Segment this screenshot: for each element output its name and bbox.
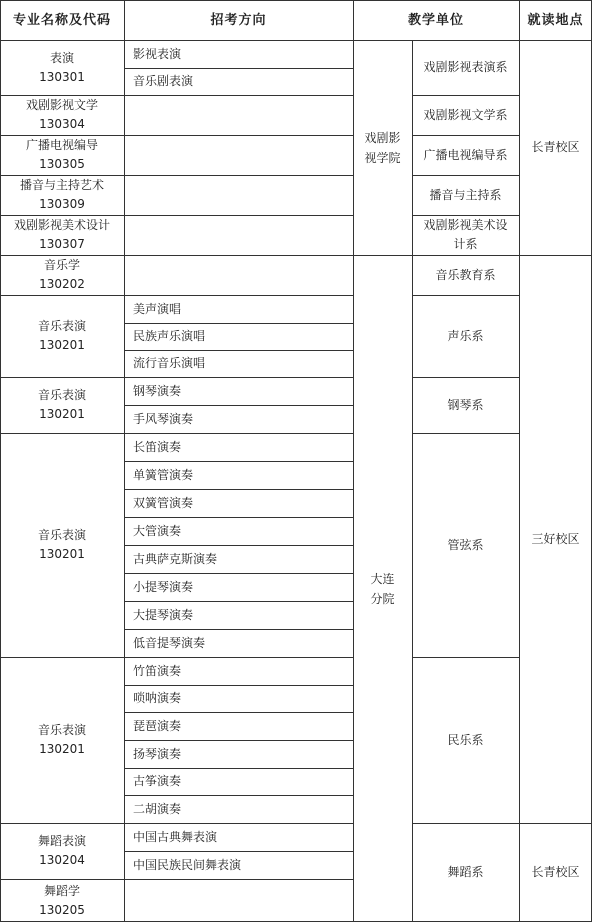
major-name: 广播电视编导 bbox=[25, 138, 98, 152]
header-direction: 招考方向 bbox=[210, 12, 267, 28]
grid-line bbox=[124, 489, 353, 490]
major-code: 130305 bbox=[39, 157, 85, 171]
grid-line bbox=[0, 40, 592, 41]
major-code: 130201 bbox=[39, 742, 85, 756]
grid-line bbox=[412, 135, 519, 136]
major-cell bbox=[0, 215, 124, 255]
direction-cell: 大管演奏 bbox=[133, 523, 182, 538]
grid-line bbox=[124, 768, 353, 769]
grid-line bbox=[124, 461, 353, 462]
department-cell: 声乐系 bbox=[447, 328, 484, 343]
grid-line bbox=[0, 879, 353, 880]
department-cell: 戏剧影视文学系 bbox=[423, 107, 508, 122]
college-name: 戏剧影视学院 bbox=[364, 130, 401, 165]
direction-cell: 钢琴演奏 bbox=[133, 383, 182, 398]
header-campus: 就读地点 bbox=[527, 12, 584, 28]
direction-cell: 手风琴演奏 bbox=[133, 411, 194, 426]
department-cell: 管弦系 bbox=[447, 537, 484, 552]
college-name: 大连分院 bbox=[370, 571, 395, 606]
grid-line bbox=[0, 657, 353, 658]
major-code: 130201 bbox=[39, 338, 85, 352]
major-name: 戏剧影视文学 bbox=[25, 98, 98, 112]
direction-cell: 流行音乐演唱 bbox=[133, 356, 206, 370]
grid-line bbox=[412, 295, 519, 296]
grid-line bbox=[0, 215, 353, 216]
major-code: 130309 bbox=[39, 197, 85, 211]
grid-line bbox=[124, 685, 353, 686]
major-code: 130202 bbox=[39, 277, 85, 291]
grid-line bbox=[124, 323, 353, 324]
grid-line bbox=[124, 545, 353, 546]
major-cell bbox=[0, 879, 124, 922]
grid-line bbox=[353, 0, 354, 922]
grid-line bbox=[0, 135, 353, 136]
grid-line bbox=[0, 255, 592, 256]
grid-line bbox=[0, 295, 353, 296]
major-cell bbox=[0, 175, 124, 215]
major-cell bbox=[0, 95, 124, 135]
direction-cell: 小提琴演奏 bbox=[133, 579, 194, 594]
campus-cell: 长青校区 bbox=[531, 865, 580, 879]
direction-cell: 影视表演 bbox=[133, 46, 182, 61]
campus-cell: 长青校区 bbox=[531, 140, 580, 154]
department-cell: 钢琴系 bbox=[447, 397, 484, 412]
grid-line bbox=[124, 573, 353, 574]
direction-cell: 古筝演奏 bbox=[133, 774, 182, 788]
major-cell bbox=[0, 657, 124, 823]
college-cell bbox=[353, 40, 412, 255]
grid-line bbox=[124, 851, 353, 852]
grid-line bbox=[0, 433, 353, 434]
major-cell bbox=[0, 433, 124, 657]
major-name: 表演 bbox=[49, 50, 74, 65]
direction-cell: 美声演唱 bbox=[133, 301, 182, 316]
grid-line bbox=[412, 657, 519, 658]
major-cell bbox=[0, 135, 124, 175]
department-cell: 戏剧影视表演系 bbox=[423, 60, 508, 74]
major-code: 130301 bbox=[39, 69, 85, 84]
grid-line bbox=[124, 517, 353, 518]
major-name: 音乐表演 bbox=[37, 388, 86, 402]
major-name: 音乐表演 bbox=[37, 319, 86, 333]
direction-cell: 民族声乐演唱 bbox=[133, 329, 206, 343]
grid-line bbox=[124, 629, 353, 630]
grid-line bbox=[0, 823, 353, 824]
department-cell: 民乐系 bbox=[447, 732, 484, 747]
major-name: 音乐表演 bbox=[37, 723, 86, 737]
major-name: 舞蹈表演 bbox=[37, 834, 86, 848]
direction-cell: 竹笛演奏 bbox=[133, 663, 182, 678]
grid-line bbox=[124, 350, 353, 351]
major-code: 130205 bbox=[39, 902, 85, 917]
major-cell bbox=[0, 255, 124, 295]
grid-line bbox=[412, 95, 519, 96]
department-name: 戏剧影视美术设计系 bbox=[423, 218, 508, 251]
major-code: 130307 bbox=[39, 237, 85, 251]
grid-line bbox=[124, 68, 353, 69]
direction-cell: 琵琶演奏 bbox=[133, 718, 182, 733]
grid-line bbox=[412, 175, 519, 176]
header-major: 专业名称及代码 bbox=[12, 12, 111, 28]
grid-line bbox=[412, 377, 519, 378]
direction-cell: 扬琴演奏 bbox=[133, 746, 182, 761]
college-cell bbox=[353, 255, 412, 922]
direction-cell: 大提琴演奏 bbox=[133, 607, 194, 622]
direction-cell: 古典萨克斯演奏 bbox=[133, 551, 218, 566]
grid-line bbox=[412, 215, 519, 216]
direction-cell: 中国古典舞表演 bbox=[133, 829, 218, 844]
direction-cell: 单簧管演奏 bbox=[133, 467, 194, 482]
major-name: 音乐学 bbox=[43, 258, 80, 272]
direction-cell: 低音提琴演奏 bbox=[133, 635, 206, 650]
grid-line bbox=[124, 740, 353, 741]
major-code: 130201 bbox=[39, 547, 85, 561]
major-cell bbox=[0, 295, 124, 377]
major-code: 130304 bbox=[39, 117, 85, 131]
major-cell bbox=[0, 40, 124, 95]
major-code: 130204 bbox=[39, 853, 85, 867]
campus-cell: 三好校区 bbox=[531, 531, 580, 546]
department-cell: 广播电视编导系 bbox=[423, 147, 508, 162]
direction-cell: 音乐剧表演 bbox=[133, 74, 194, 88]
major-name: 舞蹈学 bbox=[43, 883, 80, 898]
direction-cell: 二胡演奏 bbox=[133, 801, 182, 816]
major-name: 音乐表演 bbox=[37, 528, 86, 542]
grid-line bbox=[0, 175, 353, 176]
major-cell bbox=[0, 377, 124, 433]
grid-line bbox=[0, 95, 353, 96]
grid-line bbox=[124, 795, 353, 796]
grid-line bbox=[0, 377, 353, 378]
major-name: 戏剧影视美术设计 bbox=[13, 218, 110, 232]
grid-line bbox=[519, 0, 520, 922]
major-cell bbox=[0, 823, 124, 879]
grid-line bbox=[124, 601, 353, 602]
department-cell: 舞蹈系 bbox=[447, 865, 484, 879]
major-code: 130201 bbox=[39, 407, 85, 421]
direction-cell: 长笛演奏 bbox=[133, 439, 182, 454]
department-cell bbox=[412, 215, 519, 255]
grid-line bbox=[412, 433, 519, 434]
grid-line bbox=[0, 0, 592, 1]
major-name: 播音与主持艺术 bbox=[19, 178, 104, 192]
direction-cell: 唢呐演奏 bbox=[133, 691, 182, 705]
grid-line bbox=[412, 40, 413, 922]
grid-line bbox=[124, 405, 353, 406]
grid-line bbox=[0, 0, 1, 922]
grid-line bbox=[124, 712, 353, 713]
department-cell: 播音与主持系 bbox=[429, 187, 502, 202]
grid-line bbox=[412, 823, 592, 824]
department-cell: 音乐教育系 bbox=[435, 267, 496, 282]
direction-cell: 中国民族民间舞表演 bbox=[133, 857, 242, 872]
direction-cell: 双簧管演奏 bbox=[133, 495, 194, 510]
header-unit: 教学单位 bbox=[407, 12, 464, 28]
